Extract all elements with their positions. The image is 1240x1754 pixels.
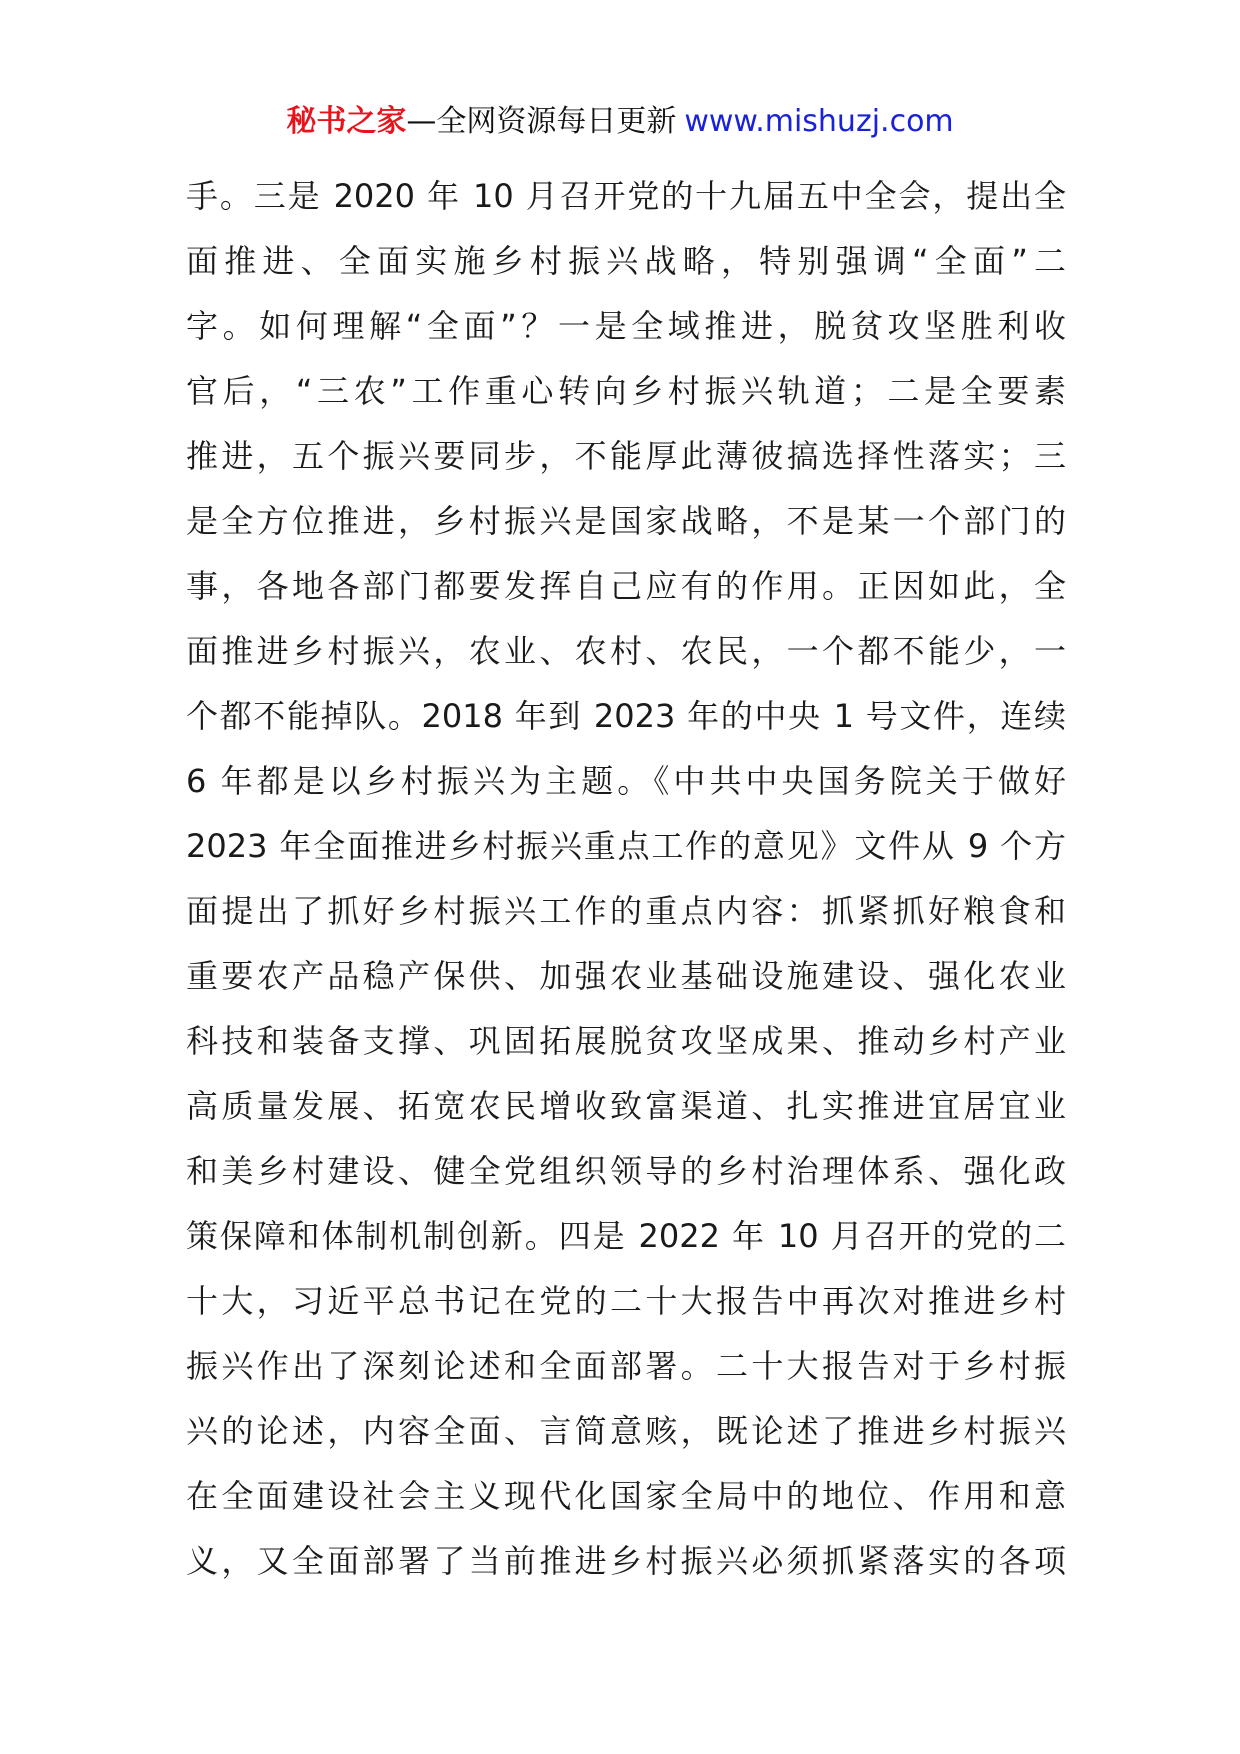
site-url-link[interactable]: www.mishuzj.com — [684, 104, 954, 139]
text-line: 策保障和体制机制创新。四是 2022 年 10 月召开的党的二 — [186, 1217, 1066, 1255]
text-line: 字。如何理解“全面”？一是全域推进，脱贫攻坚胜利收 — [186, 307, 1066, 345]
text-line: 事，各地各部门都要发挥自己应有的作用。正因如此，全 — [186, 567, 1066, 605]
header-tagline: —全网资源每日更新 — [406, 104, 677, 139]
text-line: 十大，习近平总书记在党的二十大报告中再次对推进乡村 — [186, 1282, 1066, 1320]
brand-name: 秘书之家 — [286, 104, 407, 139]
text-line: 个都不能掉队。2018 年到 2023 年的中央 1 号文件，连续 — [186, 697, 1066, 735]
page-header — [0, 100, 1240, 144]
text-line: 面推进、全面实施乡村振兴战略，特别强调“全面”二 — [186, 242, 1066, 280]
text-line: 2023 年全面推进乡村振兴重点工作的意见》文件从 9 个方 — [186, 827, 1066, 865]
text-line: 6 年都是以乡村振兴为主题。《中共中央国务院关于做好 — [186, 762, 1066, 800]
text-line: 在全面建设社会主义现代化国家全局中的地位、作用和意 — [186, 1477, 1066, 1515]
text-line: 重要农产品稳产保供、加强农业基础设施建设、强化农业 — [186, 957, 1066, 995]
text-line: 官后，“三农”工作重心转向乡村振兴轨道；二是全要素 — [186, 372, 1066, 410]
text-line: 科技和装备支撑、巩固拓展脱贫攻坚成果、推动乡村产业 — [186, 1022, 1066, 1060]
text-line: 面提出了抓好乡村振兴工作的重点内容：抓紧抓好粮食和 — [186, 892, 1066, 930]
text-line: 兴的论述，内容全面、言简意赅，既论述了推进乡村振兴 — [186, 1412, 1066, 1450]
text-line: 是全方位推进，乡村振兴是国家战略，不是某一个部门的 — [186, 502, 1066, 540]
text-line: 振兴作出了深刻论述和全面部署。二十大报告对于乡村振 — [186, 1347, 1066, 1385]
document-body — [186, 164, 1066, 1594]
text-line: 手。三是 2020 年 10 月召开党的十九届五中全会，提出全 — [186, 177, 1066, 215]
text-line: 高质量发展、拓宽农民增收致富渠道、扎实推进宜居宜业 — [186, 1087, 1066, 1125]
text-line: 推进，五个振兴要同步，不能厚此薄彼搞选择性落实；三 — [186, 437, 1066, 475]
text-line: 面推进乡村振兴，农业、农村、农民，一个都不能少，一 — [186, 632, 1066, 670]
text-line: 和美乡村建设、健全党组织领导的乡村治理体系、强化政 — [186, 1152, 1066, 1190]
text-line: 义，又全面部署了当前推进乡村振兴必须抓紧落实的各项 — [186, 1542, 1066, 1580]
